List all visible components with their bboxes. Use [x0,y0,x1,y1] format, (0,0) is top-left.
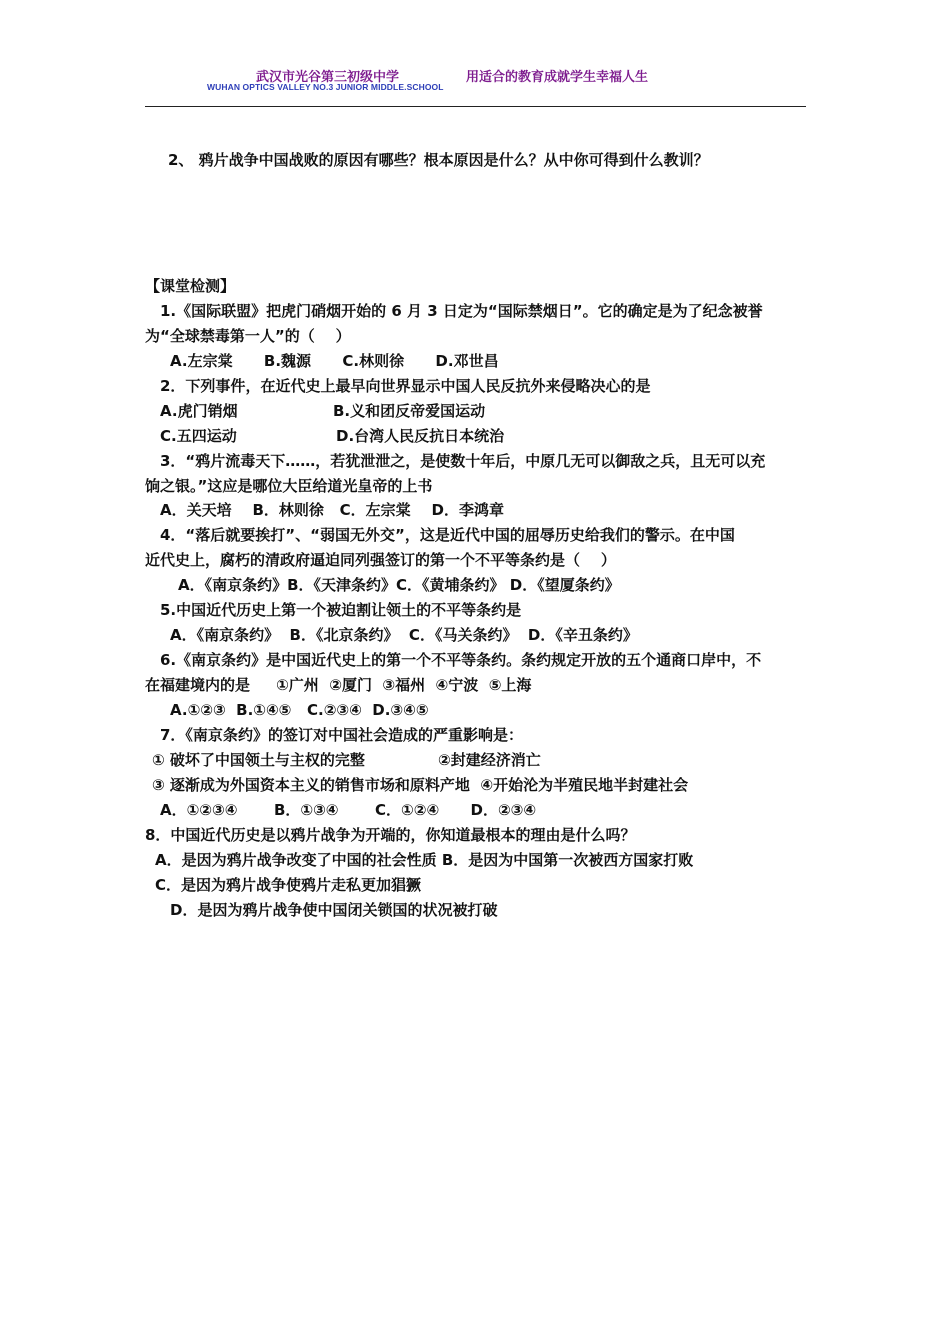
question-3-text-cont: 饷之银。”这应是哪位大臣给道光皇帝的上书 [145,477,433,495]
school-name-cn: 武汉市光谷第三初级中学 [256,70,400,85]
school-motto: 用适合的教育成就学生幸福人生 [466,70,649,85]
question-6-text: 6.《南京条约》是中国近代史上的第一个不平等条约。条约规定开放的五个通商口岸中，不 [160,651,762,669]
question-3-text: 3．“鸦片流毒天下……，若犹泄泄之，是使数十年后，中原几无可以御敌之兵，且无可以充 [160,452,766,470]
school-name-en: WUHAN OPTICS VALLEY NO.3 JUNIOR MIDDLE.SCHOOL [207,82,444,92]
question-8-option-c: C．是因为鸦片战争使鸦片走私更加猖獗 [155,876,422,894]
header-divider [145,106,806,107]
question-4-text: 4．“落后就要挨打”、“弱国无外交”，这是近代中国的屈辱历史给我们的警示。在中国 [160,526,735,544]
discussion-question-2: 2、 鸦片战争中国战败的原因有哪些？根本原因是什么？从中你可得到什么教训？ [168,151,709,169]
page-header [0,60,950,110]
question-8-options-ab: A．是因为鸦片战争改变了中国的社会性质 B．是因为中国第一次被西方国家打败 [155,851,694,869]
section-heading: 【课堂检测】 [145,277,236,295]
question-7-statements-1: ① 破坏了中国领土与主权的完整 ②封建经济消亡 [152,751,541,769]
question-7-text: 7．《南京条约》的签订对中国社会造成的严重影响是： [160,726,523,744]
question-1-options: A.左宗棠 B.魏源 C.林则徐 D.邓世昌 [170,352,499,370]
question-2-option-d: D.台湾人民反抗日本统治 [336,427,505,445]
question-7-options: A．①②③④ B．①③④ C．①②④ D．②③④ [160,801,537,819]
question-3-options: A．关天培 B．林则徐 C．左宗棠 D．李鸿章 [160,501,504,519]
question-8-option-d: D．是因为鸦片战争使中国闭关锁国的状况被打破 [170,901,498,919]
question-6-options: A.①②③ B.①④⑤ C.②③④ D.③④⑤ [170,701,429,719]
question-7-statements-2: ③ 逐渐成为外国资本主义的销售市场和原料产地 ④开始沦为半殖民地半封建社会 [152,776,689,794]
question-2-option-b: B.义和团反帝爱国运动 [333,402,486,420]
question-2-text: 2．下列事件，在近代史上最早向世界显示中国人民反抗外来侵略决心的是 [160,377,651,395]
question-2-option-a: A.虎门销烟 [160,402,238,420]
question-4-text-cont: 近代史上，腐朽的清政府逼迫同列强签订的第一个不平等条约是（ ） [145,551,616,569]
question-6-text-cont: 在福建境内的是 ①广州 ②厦门 ③福州 ④宁波 ⑤上海 [145,676,532,694]
question-8-text: 8．中国近代历史是以鸦片战争为开端的，你知道最根本的理由是什么吗？ [145,826,636,844]
question-2-option-c: C.五四运动 [160,427,237,445]
question-5-options: A．《南京条约》 B．《北京条约》 C．《马关条约》 D．《辛丑条约》 [170,626,638,644]
question-4-options: A．《南京条约》B．《天津条约》C．《黄埔条约》 D．《望厦条约》 [178,576,620,594]
question-1-text: 1.《国际联盟》把虎门硝烟开始的 6 月 3 日定为“国际禁烟日”。它的确定是为了纪念被誉 [160,302,763,320]
question-1-text-cont: 为“全球禁毒第一人”的（ ） [145,327,351,345]
question-5-text: 5.中国近代历史上第一个被迫割让领土的不平等条约是 [160,601,522,619]
